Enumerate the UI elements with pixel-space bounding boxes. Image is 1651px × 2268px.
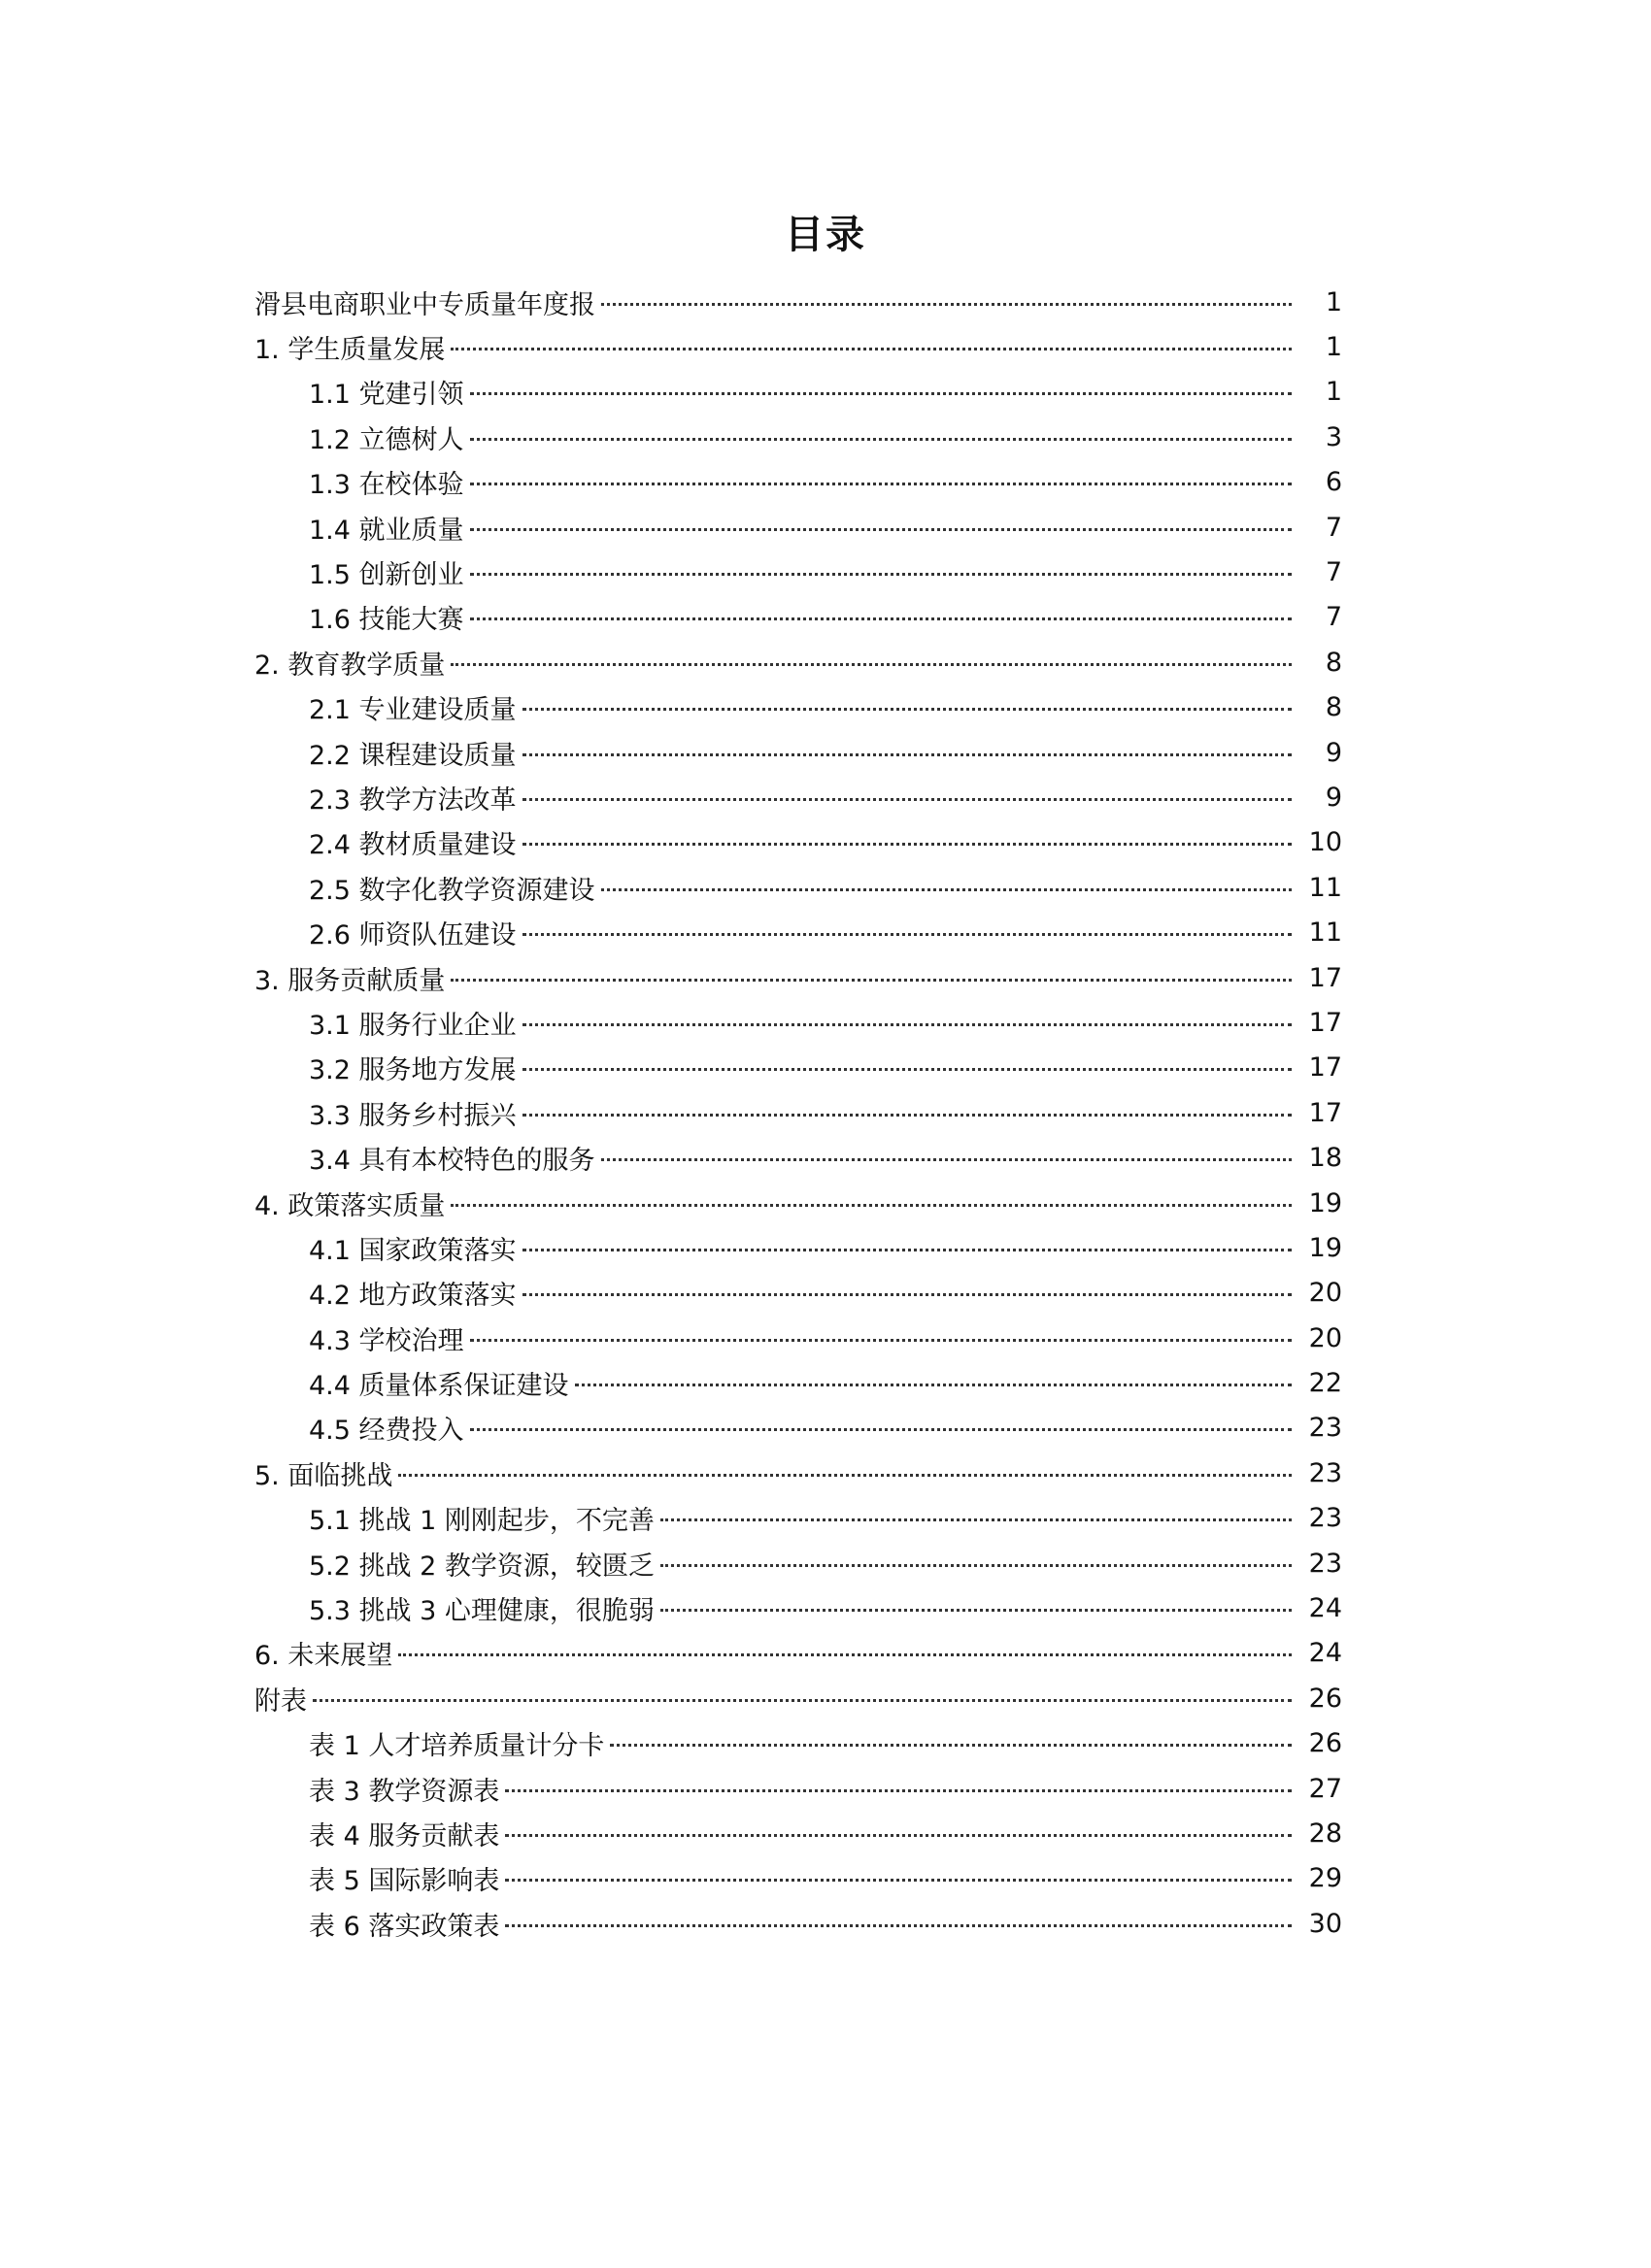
dot-leader	[451, 1204, 1292, 1207]
toc-entry[interactable]	[254, 1766, 1342, 1811]
toc-entry-page-number: 26	[1308, 1728, 1342, 1759]
toc-entry-page-number: 23	[1308, 1413, 1342, 1444]
toc-entry[interactable]	[254, 1000, 1342, 1045]
dot-leader	[660, 1609, 1292, 1612]
toc-entry[interactable]	[254, 595, 1342, 640]
toc-entry-label: 1.2 立德树人	[309, 424, 464, 455]
dot-leader	[470, 392, 1292, 395]
dot-leader	[451, 348, 1292, 350]
toc-entry-label: 2.4 教材质量建设	[309, 830, 517, 861]
toc-entry-page-number: 10	[1308, 827, 1342, 858]
dot-leader	[470, 1428, 1292, 1431]
dot-leader	[522, 1114, 1292, 1117]
toc-entry-label: 4. 政策落实质量	[254, 1190, 446, 1221]
toc-entry[interactable]	[254, 1585, 1342, 1630]
toc-entry-page-number: 20	[1308, 1278, 1342, 1309]
dot-leader	[601, 1158, 1292, 1161]
toc-entry[interactable]	[254, 1225, 1342, 1270]
toc-entry-label: 表 5 国际影响表	[309, 1866, 500, 1897]
toc-entry-page-number: 23	[1308, 1548, 1342, 1579]
toc-entry[interactable]	[254, 505, 1342, 550]
toc-entry-label: 5. 面临挑战	[254, 1460, 393, 1491]
toc-entry-page-number: 17	[1308, 1097, 1342, 1128]
toc-entry-label: 4.3 学校治理	[309, 1325, 464, 1356]
toc-entry[interactable]	[254, 550, 1342, 594]
dot-leader	[522, 933, 1292, 936]
toc-entry-page-number: 1	[1325, 377, 1342, 408]
toc-entry[interactable]	[254, 1811, 1342, 1855]
toc-entry[interactable]	[254, 640, 1342, 684]
toc-entry[interactable]	[254, 775, 1342, 819]
dot-leader	[313, 1699, 1292, 1702]
dot-leader	[522, 708, 1292, 711]
dot-leader	[470, 573, 1292, 576]
toc-entry-label: 1. 学生质量发展	[254, 335, 446, 366]
toc-entry-page-number: 17	[1308, 1052, 1342, 1084]
toc-entry-label: 5.1 挑战 1 刚刚起步，不完善	[309, 1506, 655, 1537]
toc-entry-label: 2.5 数字化教学资源建设	[309, 875, 595, 906]
toc-entry[interactable]	[254, 730, 1342, 775]
toc-entry-page-number: 22	[1308, 1368, 1342, 1399]
toc-entry-page-number: 24	[1308, 1593, 1342, 1624]
toc-entry[interactable]	[254, 1406, 1342, 1451]
toc-entry-page-number: 11	[1308, 917, 1342, 949]
toc-entry-page-number: 17	[1308, 1007, 1342, 1038]
toc-entry-label: 滑县电商职业中专质量年度报	[254, 289, 595, 320]
toc-entry-label: 4.2 地方政策落实	[309, 1281, 517, 1312]
toc-entry-page-number: 8	[1325, 647, 1342, 678]
toc-entry-label: 3.4 具有本校特色的服务	[309, 1146, 595, 1177]
toc-entry[interactable]	[254, 1090, 1342, 1135]
toc-entry-page-number: 7	[1325, 512, 1342, 543]
toc-entry-label: 3.2 服务地方发展	[309, 1055, 517, 1086]
toc-entry-page-number: 23	[1308, 1457, 1342, 1488]
toc-entry-label: 2. 教育教学质量	[254, 650, 446, 681]
toc-entry[interactable]	[254, 1316, 1342, 1360]
toc-entry[interactable]	[254, 865, 1342, 910]
toc-entry-page-number: 7	[1325, 557, 1342, 588]
toc-entry-page-number: 30	[1308, 1908, 1342, 1939]
toc-entry-page-number: 1	[1325, 286, 1342, 317]
dot-leader	[505, 1879, 1292, 1882]
toc-entry[interactable]	[254, 820, 1342, 865]
dot-leader	[522, 843, 1292, 846]
toc-entry-page-number: 17	[1308, 962, 1342, 993]
toc-entry-label: 1.6 技能大赛	[309, 605, 464, 636]
dot-leader	[522, 1023, 1292, 1026]
dot-leader	[522, 798, 1292, 801]
toc-entry-page-number: 19	[1308, 1187, 1342, 1218]
toc-entry[interactable]	[254, 955, 1342, 1000]
dot-leader	[660, 1564, 1292, 1567]
dot-leader	[505, 1834, 1292, 1837]
dot-leader	[505, 1924, 1292, 1927]
toc-entry[interactable]	[254, 1360, 1342, 1405]
toc-entry[interactable]	[254, 685, 1342, 730]
toc-entry-label: 3.3 服务乡村振兴	[309, 1100, 517, 1131]
toc-entry-label: 1.4 就业质量	[309, 515, 464, 546]
dot-leader	[505, 1789, 1292, 1792]
toc-entry-page-number: 20	[1308, 1322, 1342, 1353]
toc-entry[interactable]	[254, 370, 1342, 415]
toc-entry-label: 3. 服务贡献质量	[254, 965, 446, 996]
toc-entry[interactable]	[254, 1135, 1342, 1180]
toc-entry-label: 4.1 国家政策落实	[309, 1235, 517, 1266]
toc-entry-label: 2.3 教学方法改革	[309, 784, 517, 816]
toc-entry-label: 1.3 在校体验	[309, 470, 464, 501]
toc-entry-page-number: 19	[1308, 1232, 1342, 1263]
toc-entry-page-number: 24	[1308, 1638, 1342, 1669]
dot-leader	[522, 1249, 1292, 1251]
toc-entry-page-number: 8	[1325, 692, 1342, 723]
toc-entry[interactable]	[254, 1271, 1342, 1316]
toc-entry-page-number: 18	[1308, 1143, 1342, 1174]
toc-entry-label: 5.3 挑战 3 心理健康，很脆弱	[309, 1596, 655, 1627]
toc-entry-label: 2.2 课程建设质量	[309, 740, 517, 771]
toc-entry-page-number: 27	[1308, 1773, 1342, 1804]
toc-entry-page-number: 26	[1308, 1683, 1342, 1714]
toc-entry[interactable]	[254, 1901, 1342, 1946]
toc-entry[interactable]	[254, 415, 1342, 459]
dot-leader	[601, 303, 1292, 306]
toc-entry-page-number: 9	[1325, 782, 1342, 813]
dot-leader	[470, 438, 1292, 441]
dot-leader	[575, 1384, 1292, 1386]
dot-leader	[451, 979, 1292, 982]
dot-leader	[470, 617, 1292, 620]
toc-entry-label: 4.4 质量体系保证建设	[309, 1371, 569, 1402]
dot-leader	[522, 1068, 1292, 1071]
toc-entry-label: 5.2 挑战 2 教学资源，较匮乏	[309, 1551, 655, 1582]
toc-entry-label: 表 4 服务贡献表	[309, 1820, 500, 1851]
toc-entry-label: 3.1 服务行业企业	[309, 1010, 517, 1041]
dot-leader	[451, 663, 1292, 666]
dot-leader	[470, 528, 1292, 531]
dot-leader	[470, 1339, 1292, 1342]
dot-leader	[398, 1653, 1292, 1656]
toc-entry-page-number: 3	[1325, 421, 1342, 452]
dot-leader	[610, 1744, 1292, 1747]
toc-entry[interactable]	[254, 280, 1342, 324]
dot-leader	[470, 483, 1292, 485]
toc-entry-label: 表 3 教学资源表	[309, 1776, 500, 1807]
toc-entry-page-number: 29	[1308, 1863, 1342, 1894]
toc-entry[interactable]	[254, 324, 1342, 369]
toc-entry-page-number: 9	[1325, 737, 1342, 768]
toc-entry-label: 1.1 党建引领	[309, 380, 464, 411]
toc-entry-page-number: 23	[1308, 1503, 1342, 1534]
toc-entry-page-number: 11	[1308, 872, 1342, 903]
dot-leader	[522, 1293, 1292, 1296]
page-title: 目录	[785, 213, 866, 257]
toc-entry-page-number: 7	[1325, 602, 1342, 633]
toc-entry[interactable]	[254, 1181, 1342, 1225]
toc-entry[interactable]	[254, 1721, 1342, 1766]
toc-entry[interactable]	[254, 1496, 1342, 1541]
toc-entry[interactable]	[254, 1631, 1342, 1676]
dot-leader	[601, 888, 1292, 891]
toc-entry-page-number: 28	[1308, 1818, 1342, 1849]
dot-leader	[522, 753, 1292, 756]
toc-entry[interactable]	[254, 1046, 1342, 1090]
toc-entry[interactable]	[254, 460, 1342, 505]
toc-entry-label: 表 1 人才培养质量计分卡	[309, 1731, 605, 1762]
toc-entry[interactable]	[254, 1541, 1342, 1585]
dot-leader	[660, 1518, 1292, 1521]
toc-entry-label: 1.5 创新创业	[309, 560, 464, 591]
toc-entry-label: 2.1 专业建设质量	[309, 695, 517, 726]
toc-entry-label: 附表	[254, 1685, 307, 1717]
toc-entry[interactable]	[254, 910, 1342, 954]
toc-entry[interactable]	[254, 1856, 1342, 1901]
toc-entry-label: 2.6 师资队伍建设	[309, 920, 517, 951]
toc-entry-label: 4.5 经费投入	[309, 1416, 464, 1447]
toc-entry-page-number: 1	[1325, 332, 1342, 363]
toc-entry-label: 6. 未来展望	[254, 1641, 393, 1672]
table-of-contents	[254, 280, 1342, 1946]
dot-leader	[398, 1474, 1292, 1477]
toc-entry[interactable]	[254, 1451, 1342, 1495]
toc-entry[interactable]	[254, 1676, 1342, 1720]
toc-entry-page-number: 6	[1325, 467, 1342, 498]
toc-entry-label: 表 6 落实政策表	[309, 1911, 500, 1942]
